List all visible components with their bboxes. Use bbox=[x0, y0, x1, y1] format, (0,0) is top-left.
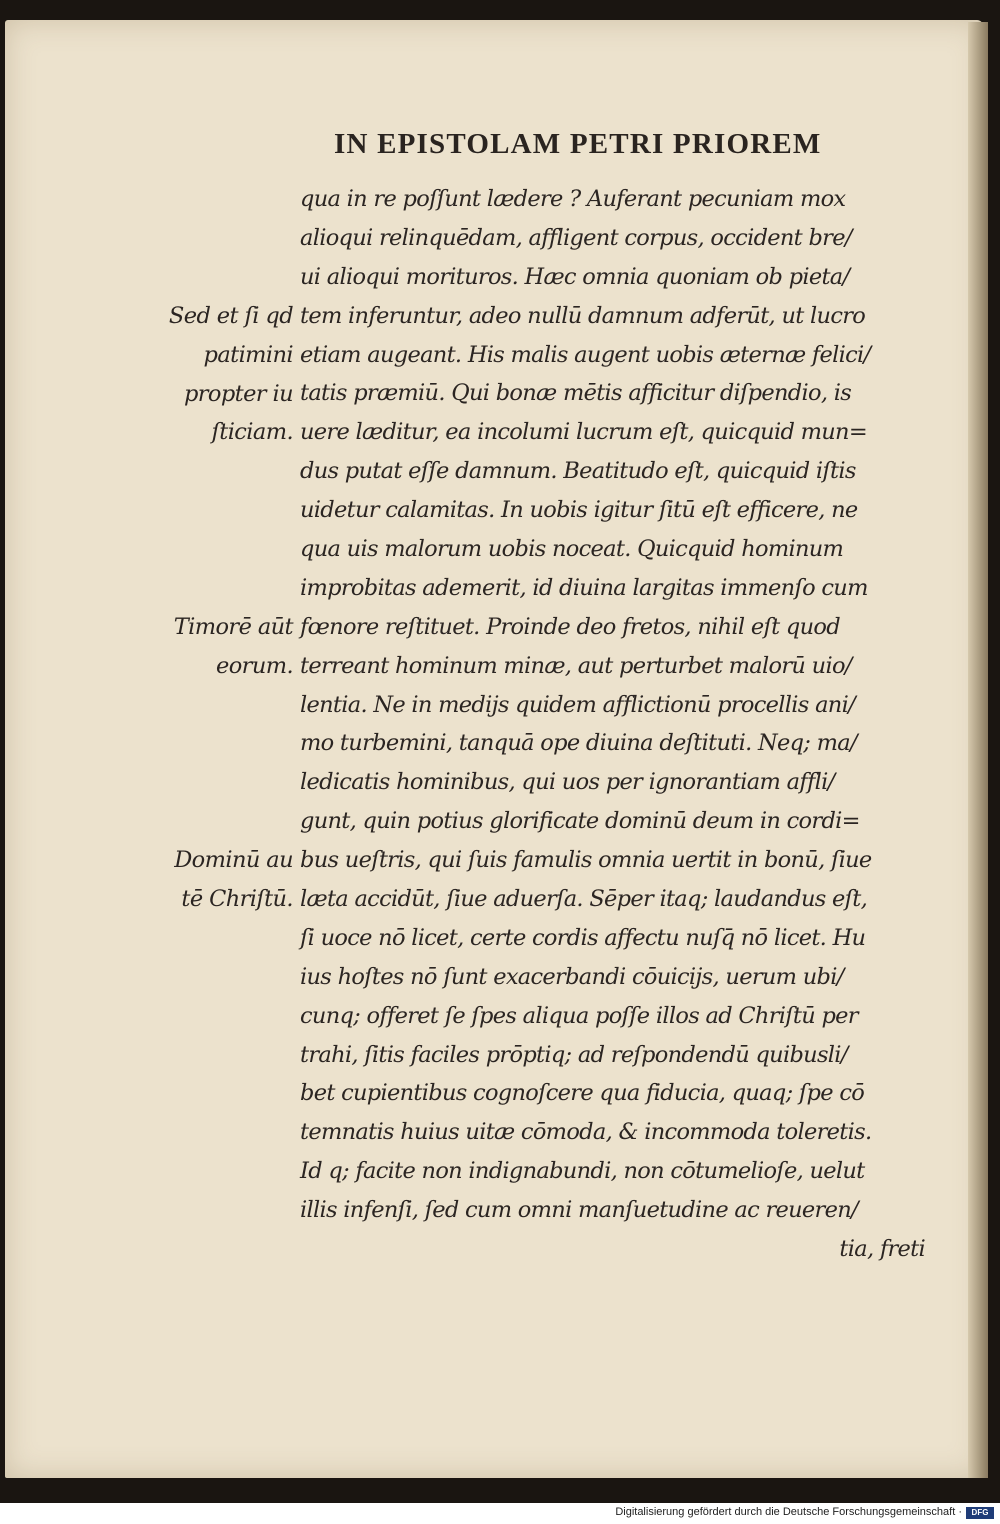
running-head: IN EPISTOLAM PETRI PRIOREM bbox=[334, 128, 822, 160]
text-line: illis infenſi, ſed cum omni manſuetudine ac reueren/ bbox=[300, 1197, 858, 1224]
margin-note: patimini bbox=[203, 341, 293, 368]
text-line: tia, freti bbox=[839, 1236, 925, 1263]
margin-note: tē Chriſtū. bbox=[181, 886, 293, 913]
text-line: mo turbemini, tanquā ope diuina deſtituti. Neq; ma/ bbox=[300, 730, 857, 757]
text-line: fœnore reſtituet. Proinde deo fretos, nihil eſt quod bbox=[300, 613, 840, 640]
text-line: dus putat eſſe damnum. Beatitudo eſt, quicquid iſtis bbox=[300, 458, 856, 485]
page-edge-shadow bbox=[968, 22, 988, 1478]
text-line: temnatis huius uitæ cōmoda, & incommoda toleretis. bbox=[300, 1119, 872, 1146]
text-line: cunq; offeret ſe ſpes aliqua poſſe illos ad Chriſtū per bbox=[300, 1002, 858, 1029]
text-line: tem inferuntur, adeo nullū damnum adferūt, ut lucro bbox=[300, 302, 866, 329]
text-line: tatis præmiū. Qui bonæ mētis afficitur diſpendio, is bbox=[300, 380, 852, 407]
dfg-logo: DFG bbox=[966, 1507, 994, 1519]
margin-note: eorum. bbox=[216, 652, 293, 679]
text-line: qua in re poſſunt lædere ? Auferant pecuniam mox bbox=[300, 186, 846, 212]
text-line: læta accidūt, ſiue aduerſa. Sēper itaq; laudandus eſt, bbox=[300, 886, 868, 913]
body-text bbox=[300, 180, 925, 1269]
text-line: ledicatis hominibus, qui uos per ignorantiam affli/ bbox=[300, 769, 835, 796]
text-line: lentia. Ne in medijs quidem afflictionū procellis ani/ bbox=[300, 691, 855, 718]
margin-note: ſticiam. bbox=[211, 419, 293, 446]
text-line: trahi, ſitis faciles prōptiq; ad reſpondendū quibusli/ bbox=[300, 1041, 848, 1068]
text-line: ui alioqui morituros. Hæc omnia quoniam ob pieta/ bbox=[300, 263, 850, 290]
margin-note: propter iu bbox=[183, 380, 293, 407]
text-line: qua uis malorum uobis noceat. Quicquid hominum bbox=[300, 536, 844, 563]
text-line: uidetur calamitas. In uobis igitur ſitū eſt efficere, ne bbox=[300, 497, 858, 524]
text-line: uere læditur, ea incolumi lucrum eſt, quicquid mun= bbox=[300, 419, 867, 446]
text-line: etiam augeant. His malis augent uobis æternæ felici/ bbox=[300, 341, 871, 368]
margin-note: Dominū au bbox=[174, 847, 293, 874]
text-line: bus ueſtris, qui ſuis famulis omnia uertit in bonū, ſiue bbox=[300, 847, 872, 874]
funding-credit: Digitalisierung gefördert durch die Deutsche Forschungsgemeinschaft · bbox=[615, 1506, 962, 1518]
text-line: bet cupientibus cognoſcere qua fiducia, quaq; ſpe cō bbox=[300, 1080, 865, 1107]
margin-note: Sed et ſi qd bbox=[168, 302, 293, 329]
text-line: gunt, quin potius glorificate dominū deum in cordi= bbox=[300, 808, 860, 835]
text-line: Id q; facite non indignabundi, non cōtumelioſe, uelut bbox=[300, 1158, 865, 1185]
margin-note: Timorē aūt bbox=[173, 613, 293, 640]
text-line: improbitas ademerit, id diuina largitas immenſo cum bbox=[300, 574, 868, 601]
text-line: terreant hominum minæ, aut perturbet malorū uio/ bbox=[300, 652, 852, 679]
text-line: ſi uoce nō licet, certe cordis affectu nuſq̄ nō licet. Hu bbox=[300, 924, 866, 951]
text-line: alioqui relinquēdam, affligent corpus, occident bre/ bbox=[300, 224, 852, 251]
text-line: ius hoſtes nō ſunt exacerbandi cōuicijs, uerum ubi/ bbox=[300, 963, 844, 990]
